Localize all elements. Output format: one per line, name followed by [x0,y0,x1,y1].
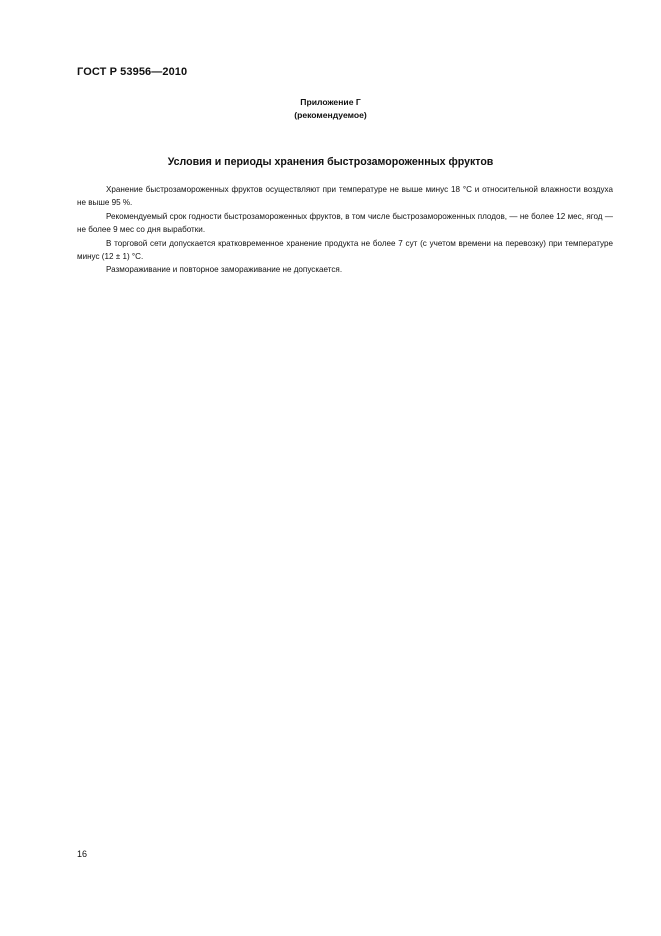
paragraph-storage-conditions: Хранение быстрозамороженных фруктов осуществляют при температуре не выше минус 18 °С и относительной влажности воздуха не выше 95 %. [77,185,613,208]
body-text [77,183,613,277]
paragraph-refreezing: Размораживание и повторное замораживание не допускается. [106,265,343,275]
appendix-title: Приложение Г [300,97,361,107]
paragraph-retail-storage: В торговой сети допускается кратковременное хранение продукта не более 7 сут (с учетом времени на перевозку) при температуре минус (12 ± 1) °С. [77,238,613,262]
appendix-status: (рекомендуемое) [294,110,367,120]
page-number: 16 [77,849,88,859]
paragraph-shelf-life: Рекомендуемый срок годности быстрозамороженных фруктов, в том числе быстрозамороженных плодов, — не более 12 мес, ягод — не более 9 мес со дня выработки. [77,211,613,235]
document-code: ГОСТ Р 53956—2010 [77,66,188,78]
section-title: Условия и периоды хранения быстрозамороженных фруктов [167,156,494,168]
